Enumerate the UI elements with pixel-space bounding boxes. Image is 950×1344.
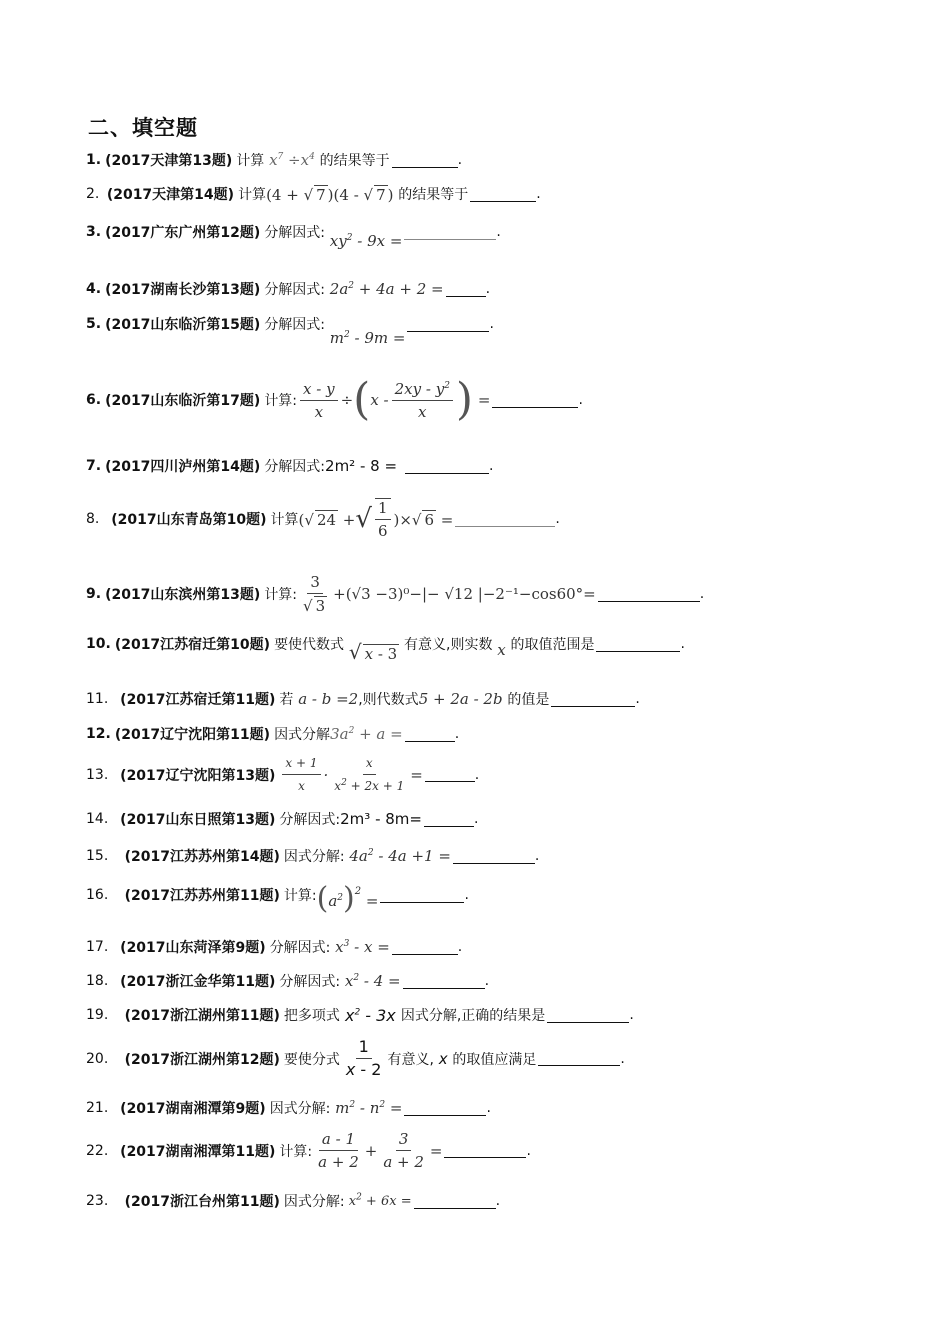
question-23 <box>86 1191 500 1211</box>
question-source: (2017江苏宿迁第10题) <box>114 637 271 653</box>
answer-blank[interactable] <box>403 974 485 989</box>
math-expression: $x^3$ - x = <box>330 938 390 956</box>
question-number: 1. <box>86 152 102 168</box>
question-number: 11. <box>86 691 109 707</box>
question-text: 因式分解: <box>283 849 345 865</box>
question-punct: . <box>464 887 469 903</box>
answer-blank[interactable] <box>444 1143 526 1158</box>
question-number: 6. <box>86 392 102 408</box>
question-text: 的取值范围是 <box>510 637 595 653</box>
math-fraction: $\frac{x}{x^2 + 2x + 1}$ <box>334 756 405 793</box>
answer-blank[interactable] <box>446 282 486 297</box>
question-text: 要使分式 <box>283 1051 340 1068</box>
question-punct: . <box>485 281 491 297</box>
answer-blank[interactable] <box>392 153 458 168</box>
math-expression: 2m² - 8 = <box>325 457 398 475</box>
math-fraction: $\frac{2xy - y^2}{x}$ <box>392 380 453 421</box>
question-13 <box>86 754 479 795</box>
answer-blank[interactable] <box>551 692 635 707</box>
question-number: 2. <box>86 186 100 202</box>
answer-blank[interactable] <box>407 317 489 332</box>
question-source: (2017山东临沂第15题) <box>105 317 261 333</box>
math-expression: $xy^2 - 9x$ = <box>325 232 403 250</box>
question-text: 的结果等于 <box>398 187 469 203</box>
question-text: 分解因式: <box>279 974 341 990</box>
math-radical: √ <box>355 504 372 534</box>
question-number: 12. <box>86 726 111 742</box>
question-7 <box>86 456 493 476</box>
question-text: 若 <box>279 692 294 708</box>
question-text: 因式分解: <box>269 1101 331 1117</box>
question-number: 10. <box>86 636 111 652</box>
math-paren: ) <box>343 881 355 916</box>
question-18 <box>86 971 489 991</box>
math-fraction: $\frac{a - 1}{a + 2}$ <box>318 1130 359 1171</box>
question-text: 计算: <box>279 1143 313 1160</box>
math-expression: 5 + 2a - 2b <box>418 690 508 708</box>
question-number: 20. <box>86 1050 109 1067</box>
question-number: 17. <box>86 939 109 955</box>
math-fraction: $\frac{1}{x - 2}$ <box>345 1037 382 1079</box>
question-text: 分解因式: <box>264 225 326 241</box>
question-19 <box>86 1005 634 1025</box>
question-punct: . <box>457 939 463 955</box>
question-source: (2017浙江湖州第11题) <box>124 1008 280 1024</box>
question-number: 8. <box>86 511 100 527</box>
question-punct: . <box>486 1100 491 1116</box>
question-5 <box>86 314 494 347</box>
question-text: 分解因式: <box>264 459 326 475</box>
question-punct: . <box>536 186 541 202</box>
question-punct: . <box>629 1007 634 1023</box>
math-operator: = <box>429 1141 443 1160</box>
question-text: 分解因式: <box>279 812 341 828</box>
math-expression: $4a^2 - 4a +1$ = <box>344 847 451 865</box>
question-text: 的取值应满足 <box>452 1051 537 1068</box>
question-text: ,则代数式 <box>358 692 419 708</box>
math-expression: $x^7 \div x^4$ <box>264 151 315 169</box>
answer-blank[interactable] <box>425 767 475 782</box>
math-expression: $x^2 - 3x$ <box>339 1005 401 1025</box>
question-15 <box>86 846 539 866</box>
question-number: 18. <box>86 973 109 989</box>
math-expression: $2a^2 + 4a + 2$ = <box>325 280 444 298</box>
answer-blank[interactable] <box>598 587 700 602</box>
question-2 <box>86 184 541 204</box>
math-operator: = <box>361 892 379 910</box>
math-expression: $x^2 - 4$ = <box>340 972 401 990</box>
math-fraction: $\frac{x - y}{x}$ <box>300 380 338 421</box>
question-source: (2017湖南长沙第13题) <box>105 282 261 298</box>
answer-blank[interactable] <box>404 1101 486 1116</box>
question-source: (2017浙江台州第11题) <box>124 1194 280 1210</box>
answer-blank[interactable] <box>414 1194 496 1209</box>
math-fraction: $\frac{3}{a + 2}$ <box>383 1130 424 1171</box>
answer-blank[interactable] <box>404 225 496 240</box>
question-text: 分解因式: <box>269 940 331 956</box>
question-number: 22. <box>86 1142 109 1159</box>
question-text: 计算 <box>270 512 299 528</box>
question-21 <box>86 1098 491 1118</box>
answer-blank[interactable] <box>455 512 555 527</box>
question-punct: . <box>473 811 479 827</box>
question-1 <box>86 150 462 170</box>
question-source: (2017江苏苏州第14题) <box>124 849 280 865</box>
question-number: 14. <box>86 811 109 827</box>
answer-blank[interactable] <box>596 637 680 652</box>
question-text: 有意义,则实数 <box>404 637 493 653</box>
question-3 <box>86 222 501 250</box>
question-14 <box>86 809 478 829</box>
question-number: 7. <box>86 458 102 474</box>
math-exponent: 2 <box>354 885 362 897</box>
question-text: 把多项式 <box>283 1008 340 1024</box>
question-source: (2017浙江金华第11题) <box>120 974 276 990</box>
question-text: 分解因式: <box>264 282 326 298</box>
question-punct: . <box>620 1050 625 1067</box>
question-number: 19. <box>86 1007 109 1023</box>
math-fraction: $\frac{1}{6}$ <box>375 498 391 540</box>
question-text: 计算: <box>264 393 298 409</box>
math-expression: 2m³ - 8m= <box>340 810 422 828</box>
question-source: (2017天津第14题) <box>106 187 235 203</box>
question-punct: . <box>489 458 494 474</box>
question-8 <box>86 498 560 540</box>
question-source: (2017浙江湖州第12题) <box>124 1051 280 1068</box>
question-text: 的结果等于 <box>319 153 390 169</box>
answer-blank[interactable] <box>424 812 474 827</box>
question-text: 计算: <box>264 587 298 603</box>
question-punct: . <box>454 726 460 742</box>
question-text: 因式分解,正确的结果是 <box>400 1008 546 1024</box>
question-source: (2017辽宁沈阳第11题) <box>114 727 271 743</box>
answer-blank[interactable] <box>470 187 536 202</box>
question-number: 5. <box>86 316 102 332</box>
question-punct: . <box>578 392 583 408</box>
answer-blank[interactable] <box>392 940 458 955</box>
question-punct: . <box>526 1142 531 1159</box>
question-text: 计算 <box>238 187 267 203</box>
math-expression: (√ 24 + <box>298 510 356 529</box>
math-expression: +(√3 −3)⁰−|− √12 |−2⁻¹−cos60°= <box>333 585 596 603</box>
math-operator: · <box>323 765 329 784</box>
question-6 <box>86 374 583 425</box>
question-punct: . <box>555 511 560 527</box>
question-number: 4. <box>86 281 102 297</box>
math-paren: ( <box>316 881 329 916</box>
math-operator: ÷ <box>340 391 354 409</box>
math-paren: ) <box>455 374 474 425</box>
question-punct: . <box>635 691 640 707</box>
question-20 <box>86 1038 625 1079</box>
question-source: (2017江苏宿迁第11题) <box>120 692 276 708</box>
math-expression: )×√ 6 = <box>393 510 454 529</box>
question-punct: . <box>474 766 480 783</box>
math-expression: $x^2 + 6x$ = <box>344 1192 412 1209</box>
question-22 <box>86 1130 531 1171</box>
answer-blank[interactable] <box>492 393 578 408</box>
math-expression: a - b =2 <box>293 690 359 708</box>
question-punct: . <box>484 973 490 989</box>
question-number: 13. <box>86 766 109 783</box>
question-source: (2017山东日照第13题) <box>120 812 276 828</box>
question-source: (2017江苏苏州第11题) <box>124 888 280 904</box>
math-expression: (4 + √ 7 )(4 - √ 7 ) <box>266 185 399 204</box>
question-text: 计算: <box>283 888 317 904</box>
math-variable: x <box>433 1049 453 1068</box>
math-expression: √ x - 3 <box>348 640 398 664</box>
question-text: 因式分解: <box>283 1194 345 1210</box>
question-11 <box>86 689 640 709</box>
section-title: 二、填空题 <box>88 116 198 140</box>
question-text: 的值是 <box>507 692 550 708</box>
question-12 <box>86 724 459 744</box>
question-number: 3. <box>86 224 102 240</box>
question-source: (2017山东青岛第10题) <box>111 512 267 528</box>
question-source: (2017山东临沂第17题) <box>105 393 261 409</box>
math-expression: x - <box>370 391 389 409</box>
question-text: 有意义, <box>387 1051 434 1068</box>
question-text: 分解因式: <box>264 317 326 333</box>
question-number: 21. <box>86 1100 109 1116</box>
question-punct: . <box>680 636 685 652</box>
math-expression: $m^2 - 9m$ = <box>325 329 406 347</box>
math-operator: = <box>410 765 423 784</box>
question-17 <box>86 937 462 957</box>
question-source: (2017四川泸州第14题) <box>105 459 261 475</box>
question-punct: . <box>495 1193 501 1209</box>
question-punct: . <box>496 224 501 240</box>
question-number: 16. <box>86 887 109 903</box>
math-operator: + <box>364 1141 378 1160</box>
answer-blank[interactable] <box>547 1008 629 1023</box>
math-variable: x <box>492 641 511 659</box>
question-number: 15. <box>86 848 109 864</box>
answer-blank[interactable] <box>453 849 535 864</box>
question-punct: . <box>534 848 540 864</box>
question-text: 因式分解 <box>274 727 331 743</box>
math-expression: $m^2 - n^2$ = <box>330 1099 403 1117</box>
question-source: (2017辽宁沈阳第13题) <box>120 767 276 784</box>
answer-blank[interactable] <box>405 459 489 474</box>
question-source: (2017广东广州第12题) <box>105 225 261 241</box>
question-source: (2017山东滨州第13题) <box>105 587 261 603</box>
question-source: (2017湖南湘潭第11题) <box>120 1143 276 1160</box>
question-text: 计算 <box>236 153 265 169</box>
math-paren: ( <box>353 374 371 425</box>
math-expression: $3a^2 + a$ = <box>330 725 403 743</box>
question-source: (2017湖南湘潭第9题) <box>120 1101 266 1117</box>
question-number: 9. <box>86 586 102 602</box>
answer-blank[interactable] <box>405 727 455 742</box>
question-9 <box>86 573 704 615</box>
answer-blank[interactable] <box>538 1051 620 1066</box>
question-source: (2017山东菏泽第9题) <box>120 940 266 956</box>
question-4 <box>86 279 490 299</box>
question-punct: . <box>489 316 494 332</box>
math-fraction: $\frac{x + 1}{x}$ <box>282 754 320 795</box>
math-operator: = <box>473 391 491 409</box>
math-fraction: $\frac{3}{√ 3}$ <box>303 573 326 615</box>
answer-blank[interactable] <box>380 888 464 903</box>
question-16 <box>86 880 469 916</box>
question-source: (2017天津第13题) <box>105 153 233 169</box>
question-punct: . <box>457 152 463 168</box>
math-expression: $a^2$ <box>328 892 343 910</box>
question-number: 23. <box>86 1193 109 1209</box>
question-text: 要使代数式 <box>274 637 345 653</box>
question-punct: . <box>699 586 705 602</box>
question-10 <box>86 632 685 664</box>
